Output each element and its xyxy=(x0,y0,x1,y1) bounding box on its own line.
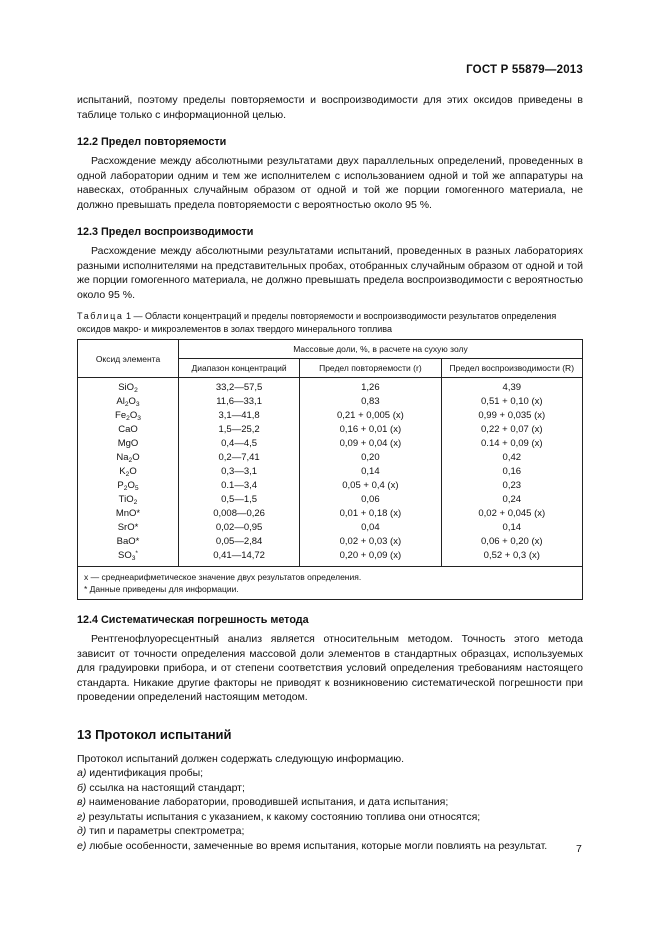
reproduce-cell: 0,23 xyxy=(441,479,582,493)
page-number: 7 xyxy=(576,843,582,855)
oxide-part: MnO* xyxy=(115,508,141,519)
range-cell: 0,05—2,84 xyxy=(179,535,300,549)
protocol-item-text: ссылка на настоящий стандарт; xyxy=(86,781,245,794)
repeat-cell: 0,83 xyxy=(300,395,441,409)
oxide-part: Ti xyxy=(118,494,127,505)
range-cell: 0,41—14,72 xyxy=(179,549,300,567)
table-row xyxy=(78,535,583,549)
range-cell: 0.1—3,4 xyxy=(179,479,300,493)
table-row xyxy=(78,521,583,535)
reproduce-cell: 0,52 + 0,3 (x) xyxy=(441,549,582,567)
note-star: * Данные приведены для информации. xyxy=(84,584,239,594)
oxide-cell xyxy=(78,378,179,396)
protocol-item-text: наименование лаборатории, проводившей испытания, и дата испытания; xyxy=(85,796,449,808)
oxide-part: 2 xyxy=(123,485,128,492)
oxide-part: O xyxy=(127,480,135,491)
reproduce-cell: 0,51 + 0,10 (x) xyxy=(441,395,582,409)
table-row xyxy=(78,437,583,451)
oxide-cell xyxy=(78,465,179,479)
oxide-part: 3 xyxy=(131,555,136,562)
protocol-item xyxy=(77,810,583,825)
table-row xyxy=(78,409,583,423)
table-row xyxy=(78,378,583,396)
oxide-cell xyxy=(78,507,179,521)
table-body xyxy=(78,378,583,567)
table-row xyxy=(78,493,583,507)
reproduce-cell: 0.14 + 0,09 (x) xyxy=(441,437,582,451)
standard-code: ГОСТ Р 55879—2013 xyxy=(466,64,583,76)
range-cell: 1,5—25,2 xyxy=(179,423,300,437)
table-row xyxy=(78,479,583,493)
oxide-cell xyxy=(78,549,179,567)
range-cell: 33,2—57,5 xyxy=(179,378,300,396)
table-row xyxy=(78,451,583,465)
oxide-cell xyxy=(78,409,179,423)
reproduce-cell: 4,39 xyxy=(441,378,582,396)
reproduce-cell: 0,42 xyxy=(441,451,582,465)
range-cell: 0,2—7,41 xyxy=(179,451,300,465)
reproduce-cell: 0,22 + 0,07 (x) xyxy=(441,423,582,437)
protocol-item-marker: г) xyxy=(77,810,86,823)
oxide-part: SrO* xyxy=(117,522,139,533)
oxide-part: O xyxy=(128,396,136,407)
section-12-2-text: Расхождение между абсолютными результатами двух параллельных определений, проведенных в одной лаборатории одним и тем же исполнителем с использованием одной и той же аппаратуры на навесках, отобранных случайным образом от одной и той же порции гомогенного материала, не должно превышать предела повторяемости с вероятностью около 95 %. xyxy=(77,155,583,211)
oxide-cell xyxy=(78,395,179,409)
protocol-intro: Протокол испытаний должен содержать следующую информацию. xyxy=(77,752,405,765)
oxide-cell xyxy=(78,479,179,493)
oxide-part: CaO xyxy=(118,424,138,435)
oxide-part: O xyxy=(126,382,135,393)
protocol-item xyxy=(77,839,583,854)
protocol-item-marker: б) xyxy=(77,781,87,794)
protocol-item-text: любые особенности, замеченные во время испытания, которые могли повлиять на результат. xyxy=(86,839,548,852)
table-caption-label: Таблица xyxy=(77,311,124,321)
protocol-item xyxy=(77,766,583,781)
page-content xyxy=(77,93,583,853)
oxide-cell xyxy=(78,521,179,535)
section-12-4-heading: 12.4 Систематическая погрешность метода xyxy=(77,614,309,626)
repeat-cell: 0,16 + 0,01 (x) xyxy=(300,423,441,437)
oxide-part: MgO xyxy=(117,438,139,449)
oxide-part: 3 xyxy=(135,401,140,408)
oxide-part: 2 xyxy=(133,499,138,506)
col-repeat-header: Предел повторяемости (r) xyxy=(300,359,441,378)
range-cell: 0,4—4,5 xyxy=(179,437,300,451)
protocol-item-marker: д) xyxy=(77,825,87,837)
reproduce-cell: 0,06 + 0,20 (x) xyxy=(441,535,582,549)
oxide-part: O xyxy=(126,494,134,505)
table-row xyxy=(78,395,583,409)
oxide-part: K xyxy=(119,466,126,477)
oxide-part: Na xyxy=(116,452,129,463)
protocol-item-text: результаты испытания с указанием, к какому состоянию топлива они относятся; xyxy=(85,810,481,823)
repeat-cell: 0,02 + 0,03 (x) xyxy=(300,535,441,549)
protocol-item-text: идентификация пробы; xyxy=(86,767,204,779)
protocol-item-marker: а) xyxy=(77,767,87,779)
col-group-header: Массовые доли, %, в расчете на сухую золу xyxy=(179,340,583,359)
protocol-item xyxy=(77,781,583,796)
protocol-list xyxy=(77,752,583,854)
table-row xyxy=(78,423,583,437)
oxide-part: BaO* xyxy=(116,536,140,547)
table-notes xyxy=(78,567,583,600)
oxide-cell xyxy=(78,451,179,465)
oxide-part: 2 xyxy=(125,471,130,478)
protocol-item xyxy=(77,824,583,839)
col-oxide-header: Оксид элемента xyxy=(78,340,179,378)
col-range-header: Диапазон концентраций xyxy=(179,359,300,378)
range-cell: 0,008—0,26 xyxy=(179,507,300,521)
oxide-cell xyxy=(78,493,179,507)
intro-continuation: испытаний, поэтому пределы повторяемости и воспроизводимости для этих оксидов приведены в таблице только с информационной целью. xyxy=(77,94,583,121)
oxides-table xyxy=(77,339,583,600)
repeat-cell: 0,05 + 0,4 (x) xyxy=(300,479,441,493)
range-cell: 3,1—41,8 xyxy=(179,409,300,423)
table-caption-text: 1 — Области концентраций и пределы повторяемости и воспроизводимости результатов определения оксидов макро- и микроэлементов в золах твердого минерального топлива xyxy=(77,311,557,334)
reproduce-cell: 0,02 + 0,045 (x) xyxy=(441,507,582,521)
reproduce-cell: 0,16 xyxy=(441,465,582,479)
reproduce-cell: 0,24 xyxy=(441,493,582,507)
repeat-cell: 0,04 xyxy=(300,521,441,535)
protocol-item-marker: в) xyxy=(77,796,86,808)
oxide-part: O xyxy=(129,466,137,477)
oxide-part: O xyxy=(132,452,140,463)
oxide-part: O xyxy=(129,410,138,421)
repeat-cell: 1,26 xyxy=(300,378,441,396)
repeat-cell: 0,01 + 0,18 (x) xyxy=(300,507,441,521)
oxide-part: Si xyxy=(118,382,127,393)
col-reproduce-header: Предел воспроизводимости (R) xyxy=(441,359,582,378)
oxide-cell xyxy=(78,437,179,451)
protocol-item xyxy=(77,795,583,810)
repeat-cell: 0,20 xyxy=(300,451,441,465)
repeat-cell: 0,21 + 0,005 (x) xyxy=(300,409,441,423)
oxide-cell xyxy=(78,535,179,549)
oxide-part: 2 xyxy=(126,415,130,422)
repeat-cell: 0,14 xyxy=(300,465,441,479)
reproduce-cell: 0,99 + 0,035 (x) xyxy=(441,409,582,423)
oxide-cell xyxy=(78,423,179,437)
oxide-part: * xyxy=(135,550,139,557)
protocol-item-text: тип и параметры спектрометра; xyxy=(86,825,245,837)
repeat-cell: 0,20 + 0,09 (x) xyxy=(300,549,441,567)
repeat-cell: 0,09 + 0,04 (x) xyxy=(300,437,441,451)
oxide-part: 2 xyxy=(134,387,138,394)
oxide-part: SO xyxy=(117,550,132,561)
section-12-2-heading: 12.2 Предел повторяемости xyxy=(77,136,227,148)
oxide-part: Al xyxy=(116,396,125,407)
oxide-part: 2 xyxy=(128,457,133,464)
oxide-part: P xyxy=(117,480,124,491)
oxide-part: 5 xyxy=(134,485,139,492)
table-row xyxy=(78,507,583,521)
oxide-part: 2 xyxy=(124,401,129,408)
range-cell: 0,5—1,5 xyxy=(179,493,300,507)
table-row xyxy=(78,549,583,567)
oxide-part: Fe xyxy=(115,410,127,421)
section-13-heading: 13 Протокол испытаний xyxy=(77,726,232,742)
repeat-cell: 0,06 xyxy=(300,493,441,507)
range-cell: 11,6—33,1 xyxy=(179,395,300,409)
range-cell: 0,02—0,95 xyxy=(179,521,300,535)
section-12-3-heading: 12.3 Предел воспроизводимости xyxy=(77,226,254,238)
range-cell: 0,3—3,1 xyxy=(179,465,300,479)
oxide-part: 3 xyxy=(137,415,141,422)
section-12-4-text: Рентгенофлуоресцентный анализ является относительным методом. Точность этого метода зависит от точности определения массовой доли элементов в стандартных образцах, используемых для градуировки прибора, и от степени соответствия условий определения требованиям настоящего стандарта. Никакие другие факторы не приводят к возникновению систематической погрешности при проведении определений настоящим методом. xyxy=(77,633,583,703)
protocol-item-marker: е) xyxy=(77,839,87,852)
note-x: x — среднеарифметическое значение двух результатов определения. xyxy=(84,572,362,582)
protocol-items xyxy=(77,766,583,853)
table-caption xyxy=(77,310,583,335)
section-12-3-text: Расхождение между абсолютными результатами испытаний, проведенных в разных лабораториях разными исполнителями на представительных пробах, отобранных случайным образом от одной и той же порции гомогенного материала, не должно превышать предела воспроизводимости с вероятностью около 95 %. xyxy=(77,245,583,301)
reproduce-cell: 0,14 xyxy=(441,521,582,535)
table-row xyxy=(78,465,583,479)
